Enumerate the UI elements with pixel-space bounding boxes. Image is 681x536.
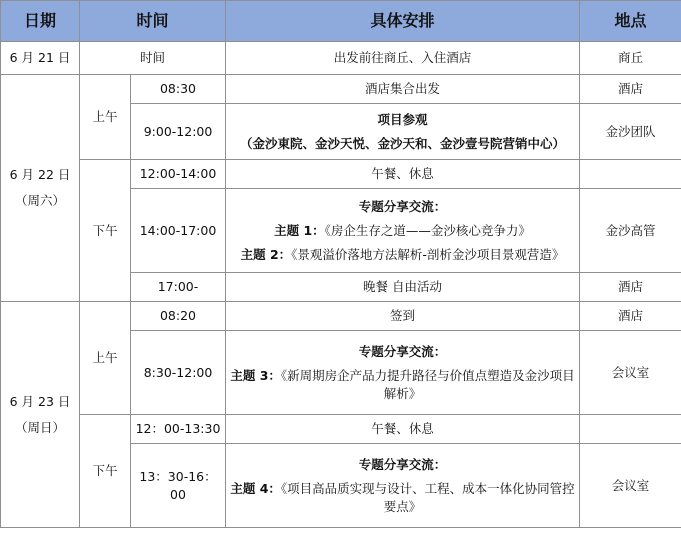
topic-text: 《景观溢价落地方法解析-剖析金沙项目景观营造》 (291, 246, 565, 262)
day1-time: 时间 (80, 42, 226, 75)
header-date: 日期 (1, 1, 80, 42)
day2-r4-heading: 专题分享交流： (358, 198, 447, 214)
day2-r1-time: 08:30 (131, 75, 226, 104)
day3-pm-label: 下午 (80, 415, 131, 528)
header-location: 地点 (580, 1, 681, 42)
day2-r2-time: 9:00-12:00 (131, 104, 226, 160)
day3-r1-location: 酒店 (580, 302, 681, 331)
table-row (1, 160, 681, 189)
topic-label: 主题 4： (230, 480, 281, 496)
day3-date: 6 月 23 日 (9, 393, 71, 409)
day2-pm-label: 下午 (80, 160, 131, 302)
day3-r1-time: 08:20 (131, 302, 226, 331)
day3-r4-topic (230, 480, 575, 516)
day2-r4-time: 14:00-17:00 (131, 189, 226, 273)
header-row (1, 1, 681, 42)
day3-r3-location (580, 415, 681, 444)
day3-r4-time: 13：30-16：00 (131, 444, 226, 528)
topic-text: 《新周期房企产品力提升路径与价值点塑造及金沙项目解析》 (280, 367, 575, 401)
topic-label: 主题 1： (274, 222, 325, 238)
topic-label: 主题 2： (240, 246, 292, 262)
day3-r2-location: 会议室 (580, 331, 681, 415)
day3-r2-heading: 专题分享交流： (358, 343, 447, 359)
day2-r4-location: 金沙高管 (580, 189, 681, 273)
day3-r1-arrangement: 签到 (226, 302, 580, 331)
day2-r2-title: 项目参观 (377, 111, 428, 127)
day2-date-cell (1, 75, 80, 302)
day2-r5-location: 酒店 (580, 273, 681, 302)
day2-r5-time: 17:00- (131, 273, 226, 302)
day3-r4-heading: 专题分享交流： (358, 456, 447, 472)
day2-r3-arrangement: 午餐、休息 (226, 160, 580, 189)
day1-arrangement: 出发前往商丘、入住酒店 (226, 42, 580, 75)
day2-r4-arrangement (226, 189, 580, 273)
topic-text: 《房企生存之道——金沙核心竞争力》 (324, 222, 531, 238)
header-time: 时间 (80, 1, 226, 42)
table-row (1, 75, 681, 104)
table-row (1, 302, 681, 331)
day2-r1-arrangement: 酒店集合出发 (226, 75, 580, 104)
day1-date: 6 月 21 日 (1, 42, 80, 75)
day2-r1-location: 酒店 (580, 75, 681, 104)
day3-weekday: （周日） (14, 419, 65, 435)
topic-label: 主题 3： (230, 367, 281, 383)
day2-r3-time: 12:00-14:00 (131, 160, 226, 189)
day3-r2-arrangement (226, 331, 580, 415)
day3-r4-location: 会议室 (580, 444, 681, 528)
day2-date: 6 月 22 日 (9, 167, 71, 182)
day2-r3-location (580, 160, 681, 189)
day1-location: 商丘 (580, 42, 681, 75)
day3-r2-time: 8:30-12:00 (131, 331, 226, 415)
table-row (1, 415, 681, 444)
day2-am-label: 上午 (80, 75, 131, 160)
day2-r4-topic1 (230, 222, 575, 240)
day2-r5-arrangement: 晚餐 自由活动 (226, 273, 580, 302)
day2-r4-topic2 (230, 246, 575, 264)
day3-am-label: 上午 (80, 302, 131, 415)
day2-weekday: （周六） (14, 193, 65, 208)
day3-r2-topic (230, 367, 575, 403)
header-arrangement: 具体安排 (226, 1, 580, 42)
day2-r2-location: 金沙团队 (580, 104, 681, 160)
day3-r3-time: 12：00-13:30 (131, 415, 226, 444)
day3-r4-arrangement (226, 444, 580, 528)
day2-r2-detail: （金沙東院、金沙天悦、金沙天和、金沙壹号院营销中心） (240, 135, 566, 151)
day3-r3-arrangement: 午餐、休息 (226, 415, 580, 444)
topic-text: 《项目高品质实现与设计、工程、成本一体化协同管控要点》 (280, 480, 575, 514)
day2-r2-arrangement (226, 104, 580, 160)
day3-date-cell (1, 302, 80, 528)
table-row (1, 42, 681, 75)
